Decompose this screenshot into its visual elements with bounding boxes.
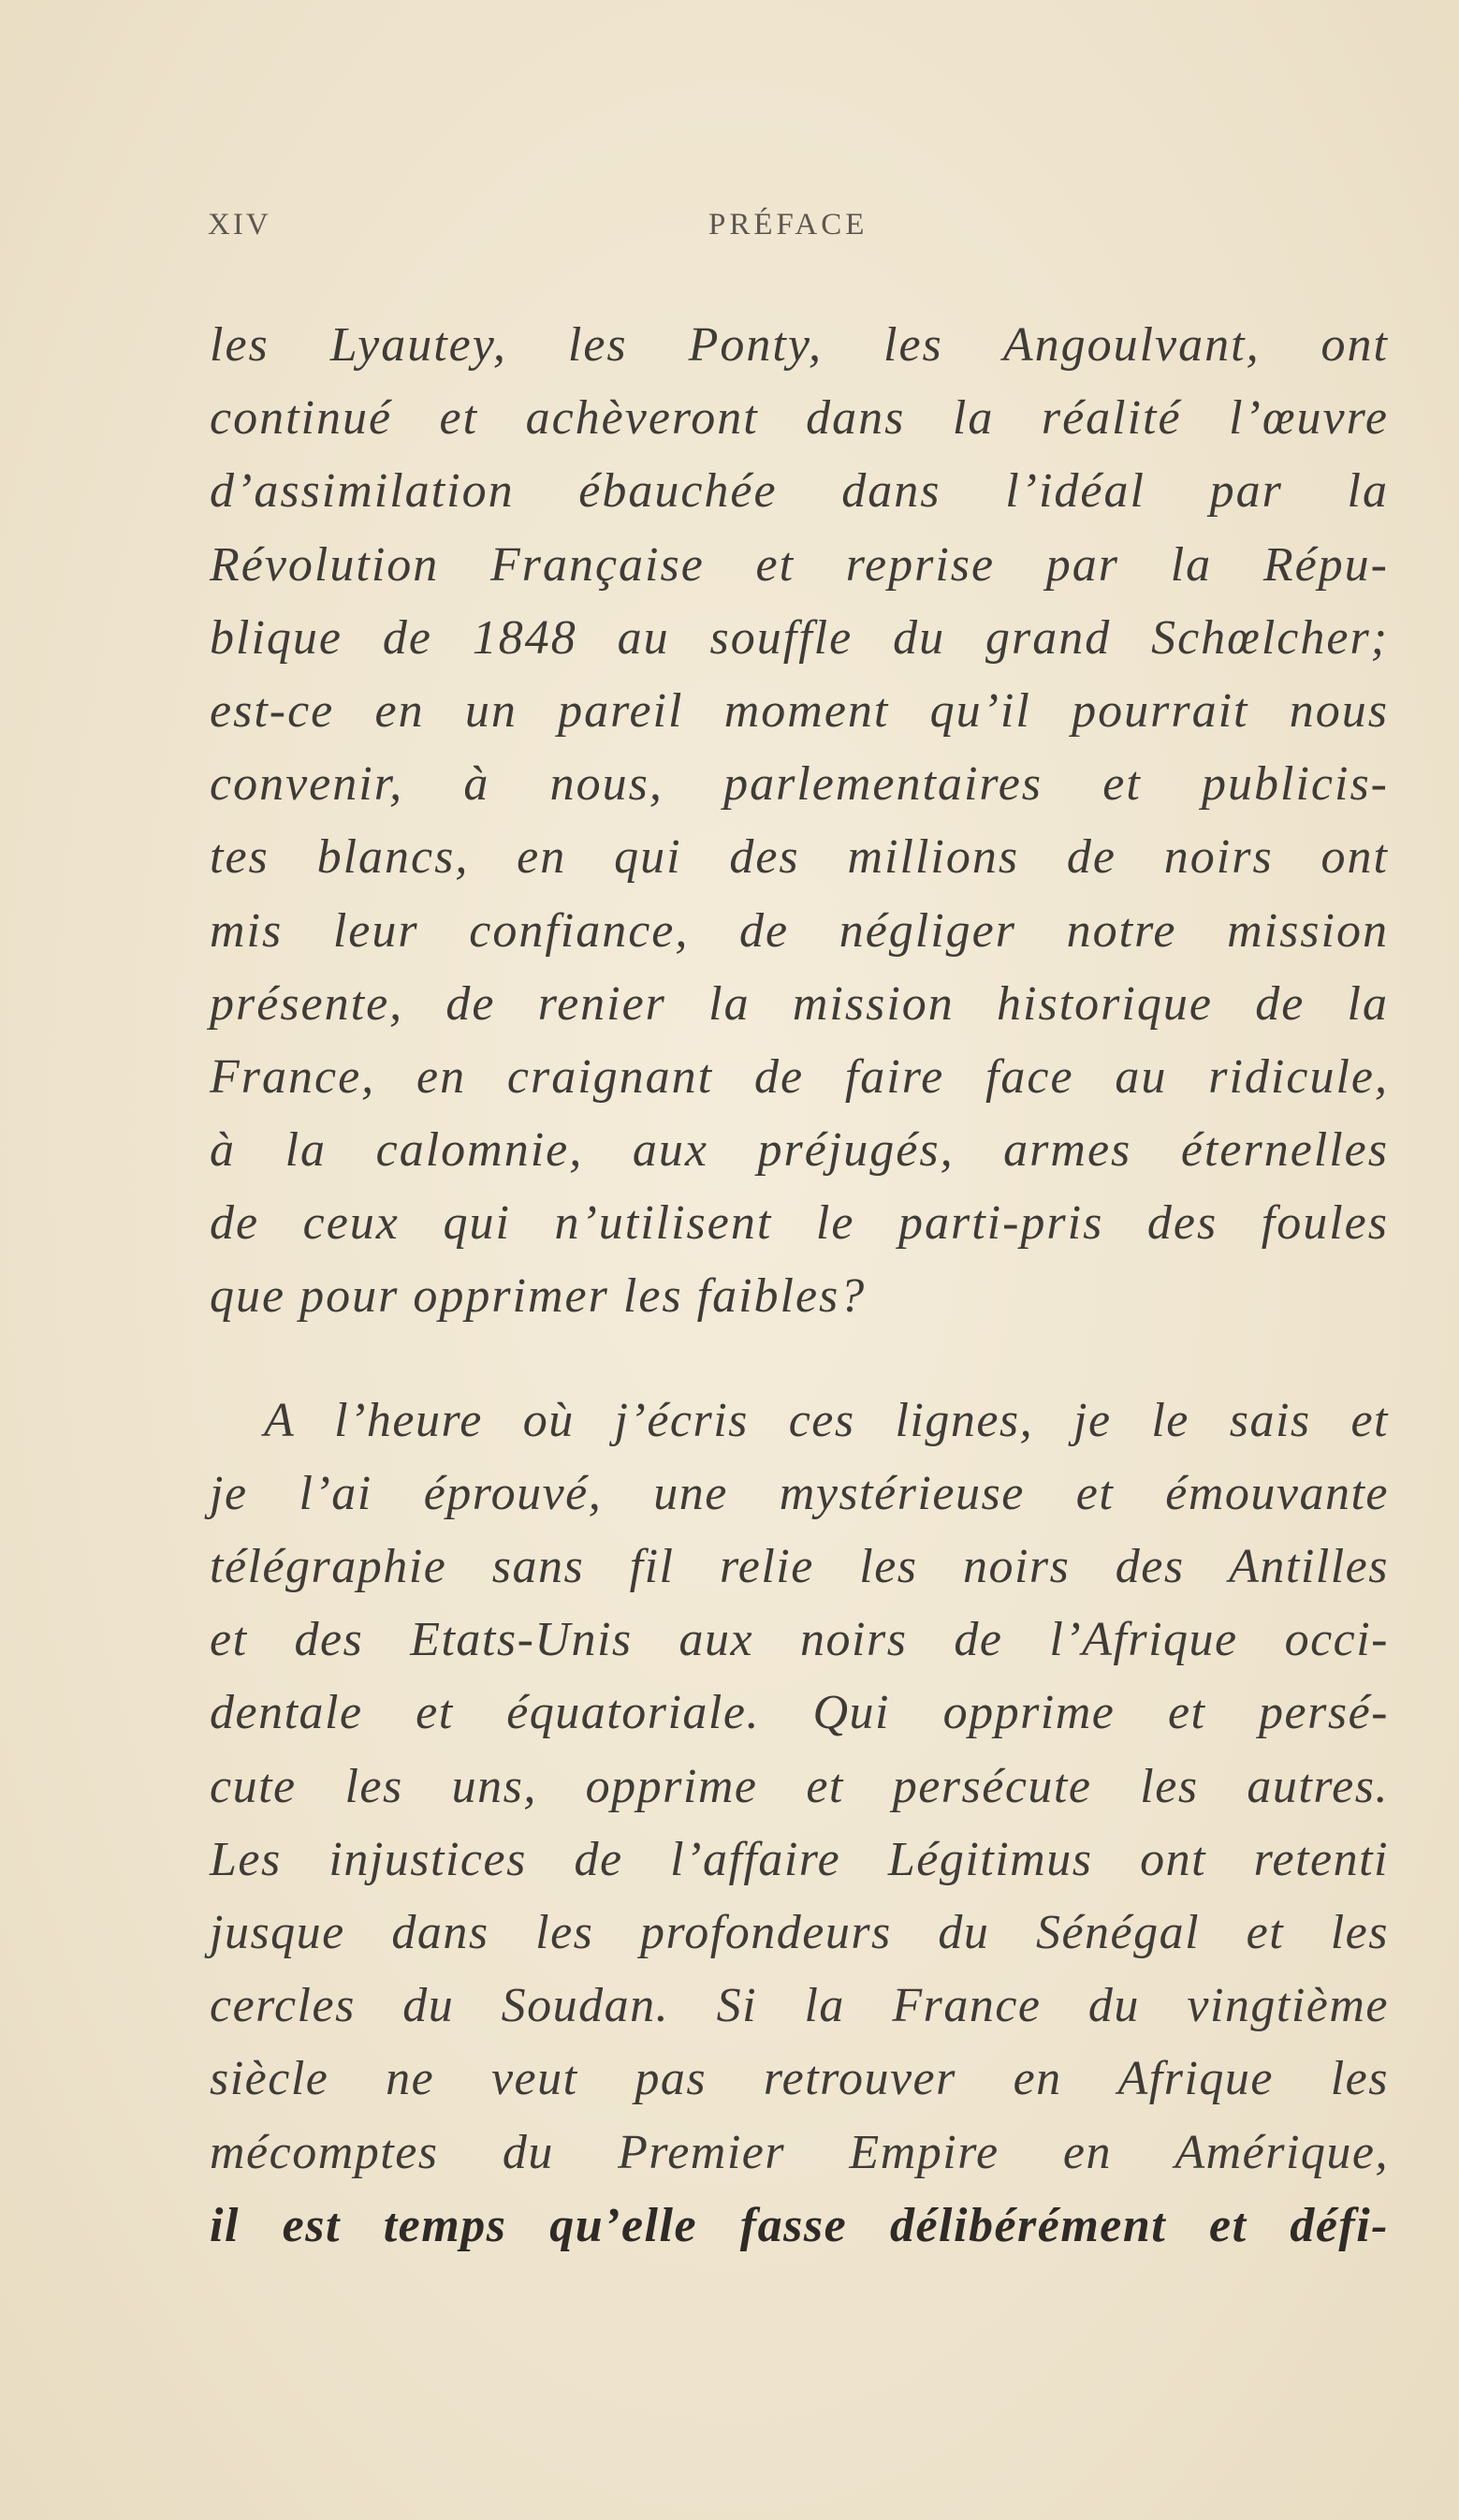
text-line: d’assimilation ébauchée dans l’idéal par la <box>210 464 1389 519</box>
text-line: blique de 1848 au souffle du grand Schœlcher; <box>210 610 1389 665</box>
text-line: présente, de renier la mission historique de la <box>210 976 1389 1031</box>
text-line: continué et achèveront dans la réalité l’œuvre <box>210 391 1389 446</box>
paragraph-gap <box>210 1334 1389 1385</box>
text-line: mis leur confiance, de négliger notre mission <box>210 903 1389 958</box>
text-line: je l’ai éprouvé, une mystérieuse et émouvante <box>210 1466 1389 1520</box>
text-line: cercles du Soudan. Si la France du vingtième <box>210 1979 1389 2033</box>
text-line: convenir, à nous, parlementaires et publicis- <box>210 757 1389 812</box>
text-line: et des Etats-Unis aux noirs de l’Afrique occi- <box>210 1613 1389 1667</box>
paragraph-2 <box>210 1385 1389 2263</box>
text-line: cute les uns, opprime et persécute les autres. <box>210 1759 1389 1813</box>
text-line: Révolution Française et reprise par la Répu- <box>210 537 1389 592</box>
text-line: les Lyautey, les Ponty, les Angoulvant, ont <box>210 318 1389 372</box>
text-line: tes blancs, en qui des millions de noirs ont <box>210 830 1389 885</box>
text-line: mécomptes du Premier Empire en Amérique, <box>210 2125 1389 2179</box>
page-number: XIV <box>208 208 271 242</box>
section-title: PRÉFACE <box>708 208 868 242</box>
text-line: que pour opprimer les faibles? <box>210 1269 867 1324</box>
paragraph-1 <box>210 309 1389 1334</box>
running-head <box>208 208 1248 255</box>
text-line: télégraphie sans fil relie les noirs des Antilles <box>210 1540 1389 1593</box>
text-line: il est temps qu’elle fasse délibérément et défi- <box>210 2198 1389 2252</box>
text-line: dentale et équatoriale. Qui opprime et persé- <box>210 1686 1389 1740</box>
text-line: de ceux qui n’utilisent le parti-pris des foules <box>210 1196 1389 1251</box>
text-line: France, en craignant de faire face au ridicule, <box>210 1049 1389 1104</box>
text-line: Les injustices de l’affaire Légitimus ont retenti <box>210 1832 1389 1886</box>
text-line: siècle ne veut pas retrouver en Afrique les <box>210 2052 1389 2106</box>
text-line: est-ce en un pareil moment qu’il pourrait nous <box>210 683 1389 738</box>
text-line: A l’heure où j’écris ces lignes, je le sais et <box>264 1393 1389 1447</box>
text-line: jusque dans les profondeurs du Sénégal et les <box>210 1905 1389 1959</box>
text-line: à la calomnie, aux préjugés, armes éternelles <box>210 1123 1389 1178</box>
body-text <box>210 309 1389 2263</box>
